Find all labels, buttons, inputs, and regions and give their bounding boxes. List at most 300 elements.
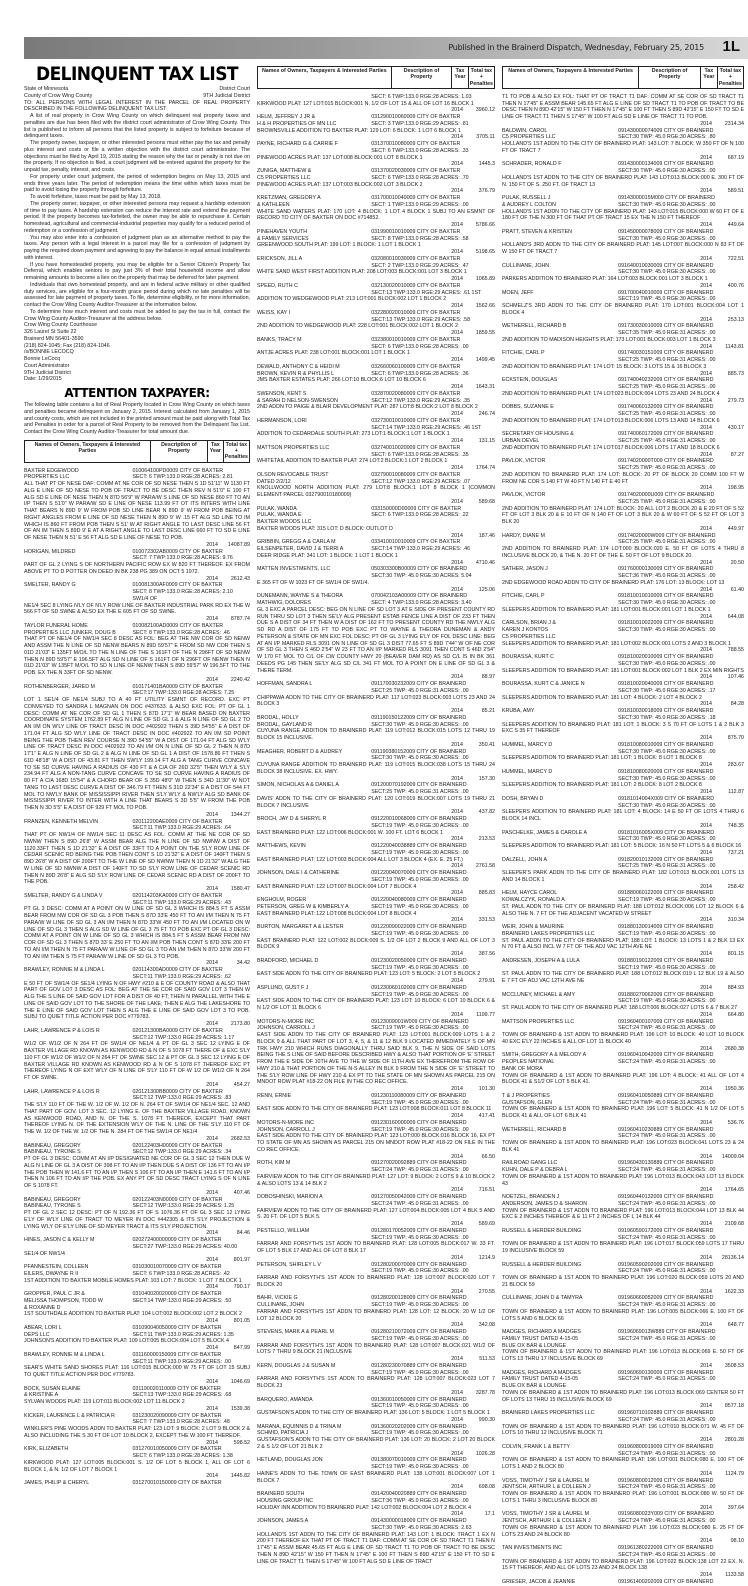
- tax-year: 2014: [700, 154, 712, 161]
- parcel-id: 091190150122009 CITY OF BRAINERD: [371, 714, 467, 721]
- parcel-id: 091960410050889 CITY OF BRAINERD: [618, 1092, 714, 1099]
- owner-name: MATTHEWS, KEVIN: [257, 843, 306, 850]
- tax-year: 2014: [451, 1450, 463, 1457]
- list-item: [502, 128, 744, 162]
- owner-name: PAVLOK, VICTOR: [502, 492, 546, 499]
- owner-name: ROTHENBERGER, JARED M: [24, 683, 95, 690]
- section-info: SECT:12 TWP:133.0 RGE:29 ACRES: .83: [132, 1095, 232, 1102]
- parcel-id: 09181016005X009 CITY OF BRAINERD: [618, 829, 715, 836]
- owner-name: PAVLOK, VICTOR: [502, 458, 546, 465]
- year-header: Tax Year: [700, 67, 717, 89]
- list-item: [502, 992, 744, 1019]
- list-item: [257, 418, 495, 445]
- county-label: County of Crow Wing County: [24, 92, 93, 99]
- section-info: SECT:30 TWP: 45.0 RGE:30 ACRES: .18: [618, 714, 716, 721]
- list-item: [257, 94, 495, 114]
- total-amount: 279.73: [727, 397, 744, 404]
- list-item: [257, 141, 495, 168]
- tax-year: 2014: [700, 1538, 712, 1545]
- total-amount: 885.73: [727, 370, 744, 377]
- property-description: THAT PT OF NE1/4 OF NW1/4 SEC 8 DESC AS FOL: BEG AT THE NW COR OF SD NENW AND ASSM THE N LINE OF SD NENW BEARS N 89D 59'57" E FROM SD NW COR THEN S 01D 21'03" E 135FT M/O/L TO THE N LINE OF THE S 161FT OF THE N 296FT OF SD NENW THEN N 89D 59'57" E 196.5FT ALG SD N LINE OF S 161FT OF N 296FT OF NENW THEN N 01D 21'03" W 135FT M/O/L TO SD N LINE OF NENW THEN S 89D 59'57" W 196.5FT TO THE POB. EX THE N 33FT OF SD NENW.: [24, 636, 250, 677]
- tax-year: 2014: [700, 951, 712, 958]
- owner-name: EILERS, DWAYNE R II: [24, 1270, 79, 1277]
- parcel-id: 091960430130889 CITY OF BRAINERD: [618, 1160, 714, 1167]
- total-amount: 5198.65: [475, 249, 495, 256]
- parcel-id: 050303300B00009 CITY OF BRAINERD: [371, 566, 468, 573]
- owner-name: PETERSON, GREG W & KIMBERLY A: [257, 903, 349, 910]
- list-item: [502, 290, 744, 324]
- property-description: FARRAR AND FORSYTH'S 1ST ADDN TO BRAINERD PLAT: 128 LOT: 12 BLOCK: 20 W 1/2 OF LOT 12 BLOCK 20: [257, 1308, 495, 1322]
- property-description: EAST SIDE ADDN TO THE CITY OF BRAINERD PLAT: 123 LOT:001 BLOCK:009 LOTS 1 & 2 BLOCK 9 & ALL THAT PART OF LOT 3, 4, 5, & 11 & 12 BLK 9 LOCATED IMMEDIATELY S OF MN TRK HWY 210 WHICH RUNS DIAGONALLY THRU SAID BLK 9, THE N SIDE OF SAID LOTS BEING THE S LINE OF SAID BEFORE DESCRIBED HWY & ALSO THAT PORTION OF 'E' STREET FROM THE E SIDE OF 10TH AVE TO THE W SIDE OF 11TH AVE EX THEREFROM THE ROW OF HWY 210 & THAT PORTION OF THE N-S ALLEY IN BLK 9 FROM THE N SIDE OF 'E' STREET TO THE S'LY ROW LINE OF HWY 210 & EX PT TO THE STATE OF MN SHOWN AS PARCEL 215 ON MNDOT ROW PLAT #18-22 ON FILE IN THE CO REC OFFICE.: [257, 1032, 495, 1086]
- owner-name: JOHNSON, CARROLL J: [257, 1025, 315, 1032]
- total-amount: 454.27: [233, 1081, 250, 1088]
- parcel-id: 091880270062009 CITY OF BRAINERD: [618, 991, 714, 998]
- names-header: Names of Owners, Taxpayers & Interested Parties: [34, 441, 141, 455]
- owner-name: SWENSON, KENT S: [257, 390, 307, 397]
- property-description: HOLLAND'S 3RD ADDN TO THE CITY OF BRAINERD PLAT: 145 LOT:007 BLOCK:000 N 83 FT OF W 150 FT OF TRACT 7: [502, 242, 744, 256]
- list-item: [24, 1143, 250, 1197]
- property-description: ST. PAUL ADDN TO THE CITY OF BRAINERD PLAT: 188 LOT: 1 BLOCK: 13 LOTS 1 & 2 BLK 13 EX N 70 FT & ALSO INCL W 7 FT OF THE ADJ VAC 12TH AVE NE: [502, 937, 744, 951]
- list-item: [502, 1295, 744, 1329]
- list-item: [257, 1228, 495, 1262]
- owner-name: H & H PROPERTIES OF MN LLC: [257, 120, 337, 127]
- section-info: SECT: 7 TWP:133.0 RGE:28 ACRES: .48: [132, 1419, 230, 1426]
- list-item: [502, 924, 744, 958]
- owner-name: PULAK, WANDA E: [257, 512, 302, 519]
- description-header: Description of Property: [639, 67, 701, 89]
- section-info: SECT:19 TWP: 45.0 RGE:30 ACRES: .00: [371, 1335, 469, 1342]
- tax-year: 2014: [451, 1086, 463, 1093]
- parcel-id: 091450000078009 CITY OF BRAINERD: [618, 228, 714, 235]
- owner-name: BANK OF MORA: [502, 1065, 543, 1072]
- notice-paragraph: Individuals that own homestead property, and are in federal active military or other qualified duty services, are eligible for a four-month grace period during which no late penalties will be assessed for late payment of property taxes. To file, determine eligibility, or for more information, contact the Crow Wing County Auditor-Treasurer at the information below.: [24, 281, 250, 308]
- list-item: [257, 1518, 495, 1565]
- owner-name: HUMMEL, MARCY D: [502, 741, 553, 748]
- parcel-id: 091270020092889 CITY OF BRAINERD: [371, 1160, 467, 1167]
- page-number: 1L: [722, 38, 740, 55]
- section-info: SECT:12 TWP:133.0 RGE:29 ACRES: 1.17: [132, 1034, 235, 1041]
- owner-name: BRADFORD, MICHAEL D: [257, 957, 319, 964]
- total-amount: 716.51: [478, 1187, 495, 1194]
- section-info: SECT:24 TWP: 45.0 RGE:31 ACRES: .00: [618, 1302, 716, 1309]
- owner-name: EILSENPETER, DAVID J & TERRI A: [257, 546, 344, 553]
- property-description: EAST SIDE ADDN TO THE CITY OF BRAINERD PLAT: 123 LOT:008 BLOCK:011 LOT 8 BLOCK 11: [257, 1106, 492, 1113]
- list-item: [502, 1370, 744, 1411]
- total-amount: 4710.46: [475, 559, 495, 566]
- total-amount: 270.55: [478, 1288, 495, 1295]
- tax-year: 2014: [451, 1221, 463, 1228]
- tax-year: 2014: [700, 1187, 712, 1194]
- total-amount: 125.06: [478, 586, 495, 593]
- owner-name: WEIR, JOHN & MAURINE: [502, 924, 565, 931]
- parcel-id: 091230020050009 CITY OF BRAINERD: [371, 957, 467, 964]
- names-header: Names of Owners, Taxpayers & Interested Parties: [508, 68, 633, 74]
- total-amount: 1445.82: [230, 1473, 250, 1480]
- tax-year: 2014: [700, 984, 712, 991]
- list-item: [257, 566, 495, 593]
- total-amount: 14009.04: [721, 1153, 744, 1160]
- total-amount: 722.51: [727, 255, 744, 262]
- property-description: ANTJE ACRES PLAT: 238 LOT:001 BLOCK:001 LOT 1 BLOCK 1: [257, 350, 410, 357]
- list-item: [502, 857, 744, 891]
- property-description: SEAR'S WHITE SAND SHORES PLAT: 116 LOT:015 BLOCK:000 W 75 FT OF LOT 15 SUBJ TO QUIET TITLE ACTION PER DOC #779783.: [24, 1365, 250, 1379]
- section-info: SECT: 6 TWP:133.0 RGE:28 ACRES: 1.03: [371, 93, 472, 100]
- total-amount: 1580.47: [230, 886, 250, 893]
- list-item: [24, 1264, 250, 1291]
- list-item: [502, 1052, 744, 1093]
- section-info: SECT:24 TWP: 45.0 RGE:31 ACRES: .00: [618, 1200, 716, 1207]
- list-item: [257, 749, 495, 783]
- list-item: [502, 1127, 744, 1161]
- total-amount: 283.67: [727, 762, 744, 769]
- total-amount: 376.79: [478, 188, 495, 195]
- total-amount: 2173.80: [230, 1021, 250, 1028]
- parcel-id: 032380010010009 CITY OF BAXTER: [371, 336, 461, 343]
- owner-name: DATED 2/2/12: [257, 478, 291, 485]
- section-info: SECT:24 TWP: 45.0 RGE:31 ACRES: .00: [618, 1450, 716, 1457]
- owner-name: OLSON REVOCABLE TRUST: [257, 471, 329, 478]
- parcel-id: 091810080020009 CITY OF BRAINERD: [618, 768, 714, 775]
- contact-line: Brainerd MN 56401-3590: [24, 335, 84, 342]
- list-item: [257, 1160, 495, 1194]
- owner-name: C5 PROPERTIES LLC: [502, 134, 556, 141]
- tax-year: 2014: [206, 886, 218, 893]
- total-amount: 331.53: [478, 917, 495, 924]
- tax-year: 2014: [451, 411, 463, 418]
- total-amount: 788.55: [727, 647, 744, 654]
- parcel-id: 091960590172009 CITY OF BRAINERD: [618, 1227, 714, 1234]
- owner-name: KIRK, ELIZABETH: [24, 1446, 69, 1453]
- property-description: TOWN OF BRAINERD & 1ST ADDN TO BRAINERD PLAT: 196 LOT:013 BLOCK:069 CENTER 50 FT OF LOTS 13 THRU 15 INCLUSIVE BLOCK 69: [502, 1389, 744, 1403]
- total-amount: 1950.36: [724, 1086, 744, 1093]
- section-info: SECT:25 TWP: 45.0 RGE:31 ACRES: .00: [618, 498, 716, 505]
- list-item: [257, 715, 495, 749]
- parcel-id: 091880130014009 CITY OF BRAINERD: [618, 924, 714, 931]
- section-info: SECT:30 TWP: 45.0 RGE:30 ACRES: .00: [618, 748, 716, 755]
- list-item: [257, 337, 495, 364]
- parcel-id: 091280200070009 CITY OF BRAINERD: [371, 1261, 467, 1268]
- publication-header-bar: [24, 37, 748, 59]
- column-3: [502, 62, 744, 1586]
- section-info: SECT: 6 TWP:133.0 RGE:28 ACRES: .35: [371, 451, 469, 458]
- parcel-id: 020114203KA0009 CITY OF BAXTER: [132, 892, 223, 899]
- section-info: SECT:14 TWP:133.0 RGE:29 ACRES: .46 1ST: [371, 424, 482, 431]
- parcel-id: 091810020010009 CITY OF BRAINERD: [618, 654, 714, 661]
- parcel-id: 091880060122009 CITY OF BRAINERD: [618, 890, 714, 897]
- property-description: TOWN OF BRAINERD & 1ST ADDN TO BRAINERD PLAT: 196 LOT:013 BLOCK:043 LOT 13 BLOCK 43: [502, 1173, 744, 1187]
- property-description: TOWN OF BRAINERD & 1ST ADDN TO BRAINERD PLAT: 196 LOT:022 BLOCK:138 LOT 22 EX. N. 15 FT THEREOF, AND ALL OF LOTS 23 AND 24 BLOCK 138: [502, 1558, 744, 1572]
- list-item: [257, 924, 495, 958]
- tax-year: 2014: [206, 1230, 218, 1237]
- parcel-id: 031370020030009 CITY OF BAXTER: [371, 168, 461, 175]
- list-item: [502, 1410, 744, 1444]
- owner-name: PINEHAVEN YOUTH: [257, 228, 308, 235]
- total-amount: 875.70: [727, 735, 744, 742]
- parcel-id: 091360010050009 CITY OF BRAINERD: [371, 1396, 467, 1403]
- property-description: FARRAR AND FORSYTH'S 1ST ADDN TO BRAINERD PLAT: 128 LOT:007 BLOCK:020 LOT 7 BLOCK 20: [257, 1275, 495, 1288]
- list-item: [257, 1329, 495, 1363]
- parcel-id: 091960590202009 CITY OF BRAINERD: [618, 1261, 714, 1268]
- section-info: SECT:13 TWP:133.0 RGE:29 ACRES: .61 1ST: [371, 289, 482, 296]
- list-item: [257, 472, 495, 506]
- section-info: SECT:30 TWP: 45.0 RGE:30 ACRES: .00: [618, 269, 716, 276]
- list-item: [257, 1120, 495, 1161]
- tax-year: 2014: [451, 330, 463, 337]
- property-description: PT GL 3 DESC: COMM AT A POINT ON W LINE OF SD GL 3 WHICH IS 884.5 FT S ASSM BEAR FROM NW COR OF SD GL 3 POB THEN S 87D 33'E 450 FT TO AN I/M THEN N 75 FT PARA/W W LINE OF SD GL 3 AN I/M THEN N 87D 33'W 450 FT TO AN I/M LOCATED ON W LINE OF SD GL 3 THEN S ALG SD W LINE OF GL 3 75 FT TO POB EXC PT OF GL 3 DESC: COMM AT A POINT ON W LINE OF SD GL 3 WHICH IS 884.5 FT S ASSM BEAR FROM NW COR OF SD GL 3 THEN S 87D 33' E 250 FT TO AN I/M POB THEN CONT S 87D 33'E 200 FT TO AN I/M THEN N 75 FT PARA/W W LINE OF SD GL 3 TO AN I/M THEN N 87D 33'W 200 FT TO AN I/M THEN S 75 FT PARA/W W LINE OF SD GL 3 TO POB.: [24, 906, 250, 960]
- property-description: NE1/4 SEC 8 LYING N'LY OF N'LY ROW LINE OF BAXTER INDUSTRIAL PARK RD EX THE W 566 FT OF SD SWNE & ALSO EX THE E 605 FT OF SD SWNE.: [24, 602, 250, 616]
- total-amount: 98.10: [730, 1538, 744, 1545]
- parcel-id: 091230060102009 CITY OF BRAINERD: [371, 984, 467, 991]
- section-info: SECT:19 TWP: 45.0 RGE:30 ACRES: .00: [618, 964, 716, 971]
- owner-name: PASCHELKE, JAMES & CAROLE A: [502, 829, 587, 836]
- parcel-id: 031190020110009 CITY OF BAXTER: [132, 1385, 221, 1392]
- owner-name: HOUSING GROUP INC: [257, 1497, 314, 1504]
- section-info: SECT:19 TWP: 45.0 RGE:30 ACRES: .00: [371, 822, 469, 829]
- total-amount: 801.05: [233, 1318, 250, 1325]
- section-info: SECT:19 TWP: 45.0 RGE:30 ACRES: .00: [371, 1234, 469, 1241]
- property-description: HOLLAND'S 1ST ADDN TO THE CITY OF BRAINERD PLAT: 143 LOT:013 BLOCK:000 E. 300 FT OF N. 150 FT OF S. 250 FT. OF TRACT 13: [502, 174, 744, 188]
- parcel-id: 091810080010009 CITY OF BRAINERD: [618, 741, 714, 748]
- property-description: 2ND ADDITION TO BRAINERD PLAT: 174 LOT:017 BLOCK:006 LOTS 17 AND 18 BLOCK 6: [502, 444, 720, 451]
- owner-name: & AUDREY L COLTON: [502, 201, 556, 208]
- property-description: EAST BRAINERD PLAT: 122 LOT:003 BLOCK:004 ALL LOT 3 BLOCK 4 (EX. E. 25 FT.): [257, 856, 463, 863]
- parcel-id: 09174020000T009 CITY OF BRAINERD: [618, 458, 714, 465]
- owner-name: BABINEAU, GREGORY: [24, 1142, 81, 1149]
- parcel-id: 032730010010009 CITY OF BAXTER: [371, 417, 461, 424]
- section-info: SECT:12 TWP:133.0 RGE:29 ACRES: .07: [371, 478, 471, 485]
- owner-name: ROTH, KIM M: [257, 1160, 291, 1167]
- section-info: SECT:19 TWP: 45.0 RGE:30 ACRES: .00: [371, 1464, 469, 1471]
- total-amount: 664.80: [727, 1011, 744, 1018]
- list-item: [502, 958, 744, 992]
- year-header: Tax Year: [452, 67, 468, 89]
- parcel-id: 091360020202009 CITY OF BRAINERD: [371, 1423, 467, 1430]
- list-item: [24, 1291, 250, 1325]
- total-amount: 14087.89: [227, 541, 250, 548]
- owner-name: & ROXANNE D: [24, 1304, 61, 1311]
- section-info: SECT:19 TWP: 45.0 RGE:30 ACRES: .00: [618, 897, 716, 904]
- tax-year: 2014: [206, 1345, 218, 1352]
- total-amount: 87.27: [730, 451, 744, 458]
- parcel-id: 091280200128009 CITY OF BRAINERD: [371, 1295, 467, 1302]
- list-item: [24, 468, 250, 549]
- contact-line: Court Administrator: [24, 362, 70, 369]
- parcel-id: 091200070192009 CITY OF BRAINERD: [371, 782, 467, 789]
- list-item: [502, 890, 744, 924]
- parcel-id: 091430000018009 CITY OF BRAINERD: [371, 1518, 467, 1525]
- tax-year: 2014: [451, 1187, 463, 1194]
- total-amount: 5786.66: [475, 222, 495, 229]
- parcel-id: 091220040070009 CITY OF BRAINERD: [371, 870, 467, 877]
- list-item: [502, 830, 744, 857]
- owner-name: HOFFMAN, SANDRA L: [257, 681, 313, 688]
- total-amount: 1764.74: [475, 465, 495, 472]
- list-item: [257, 958, 495, 985]
- section-info: SECT:25 TWP: 45.0 RGE:31 ACRES: .00: [618, 384, 716, 391]
- property-description: KIRKWOOD PLAT: 127 LOT:005 BLOCK:001 S. 1/2 OF LOT 5 BLOCK 1, ALL OF LOT 6 BLOCK 1, & N. 1/2 OF LOT 7 BLOCK 1: [24, 1459, 250, 1473]
- owner-name: CULLINANE, JOHN: [502, 262, 550, 269]
- total-amount: 85.21: [481, 708, 495, 715]
- property-description: TOWN OF BRAINERD & 1ST ADDN TO BRAINERD PLAT: 196 LOT:020 BLOCK:059 LOTS 20 AND 21 BLOCK 59: [502, 1275, 744, 1288]
- list-item: [257, 506, 495, 540]
- list-item: [257, 1295, 495, 1329]
- property-description: TOWN OF BRAINERD & 1ST ADDN TO BRAINERD PLAT: 196 LOT:013 BLOCK:044 LOT 13 BLK 44 EXC E 2 INCHES THEREOF & E 11 FT 2 INCHES OF L 14 BLK 44: [502, 1207, 744, 1221]
- tax-year: 2014: [206, 616, 218, 623]
- section-info: SECT:24 TWP: 45.0 RGE:31 ACRES: .00: [371, 1200, 469, 1207]
- total-amount: 66.50: [481, 1153, 495, 1160]
- list-item: [24, 684, 250, 819]
- list-item: [502, 620, 744, 654]
- total-amount: 8787.74: [230, 616, 250, 623]
- total-amount: 2314.34: [724, 120, 744, 127]
- owner-name: CULLINANE, JOHN D & TAMYRA: [502, 1295, 583, 1302]
- parcel-id: 091170030232009 CITY OF BRAINERD: [371, 681, 467, 688]
- tax-year: 2014: [700, 1437, 712, 1444]
- notice-paragraph: The property owner, taxpayer, or other interested persons must either pay the tax and penalty plus interest and costs or file a written objection with the district court administrator. The objections must be filed by April 19, 2015 stating the reason why the tax or penalty is not due on the property. If no objection is filed, a court judgment will be entered against the property for the unpaid tax, penalty, interest, and costs.: [24, 140, 250, 173]
- total-amount: 511.53: [479, 1356, 495, 1363]
- tax-year: 2014: [700, 282, 712, 289]
- owner-name: LAHR, LAWRENCE P & LOIS R: [24, 1027, 100, 1034]
- contact-line: Date: 1/29/2015: [24, 376, 62, 383]
- section-info: SECT:11 TWP:133.0 RGE:29 ACRES: .43: [132, 899, 231, 906]
- parcel-id: 091960800019009 CITY OF BRAINERD: [618, 1443, 714, 1450]
- section-info: SECT:11 TWP:133.0 RGE:29 ACRES: 1.35: [132, 1331, 234, 1338]
- owner-name: KAREN J KONTOS: [502, 627, 549, 634]
- section-info: SECT:30 TWP: 45.0 RGE:30 ACRES: .00: [618, 775, 716, 782]
- total-amount: 885.83: [478, 890, 495, 897]
- owner-name: GRIBBIN, GREGG A & CARLA M: [257, 539, 336, 546]
- section-info: SECT:24 TWP: 45.0 RGE:31 ACRES: .00: [618, 1551, 716, 1558]
- tax-year: 2014: [700, 1254, 712, 1261]
- total-amount: 990.30: [478, 1416, 495, 1423]
- total-amount: 2240.42: [230, 676, 250, 683]
- attention-text: The following table contains a list of Real Property located in Crow Wing County on which taxes and penalties became delinquent on January 2, 2015. Interest calculated from January 1, 2015 and county costs, which are not included in the printed amount must be paid along with Total Tax and Penalties in order for a parcel of Real Property to be removed from the Delinquent Tax List. Contact the Crow Wing County Auditor-Treasurer for total amount due.: [24, 402, 250, 435]
- list-item: [257, 539, 495, 566]
- property-description: HOLLAND'S 1ST ADDN TO THE CITY OF BRAINERD PLAT: 143 LOT: 1 BLOCK: TRACT 1 EX N 200 FT THEREOF EX THAT PT OF TRACT T1 DAF: COMM AT SE COR OF SD TRACT T1 THEN N 17'45" E ASSM BEAR 45.65 FT ALG E LINE OF SD TRACT T1 TO POB OF TRACT TO BE DESC THEN N 89D 42'15" W 150 FT THEN N 17'45" E 100 FT THEN S 89D 42'15" E 150 FT TO SD E LINE OF TRACT T1 THEN S 17'45" W 100 FT ALG SD E LINE OF TRACT: [257, 1531, 495, 1565]
- tax-year: 2014: [451, 1113, 463, 1120]
- total-amount: 310.34: [727, 917, 744, 924]
- parcel-id: 032660060100009 CITY OF BAXTER: [371, 363, 461, 370]
- property-description: EAST BRAINERD PLAT: 122 LOT:002 BLOCK:009 S. 1/2 OF LOT 2 BLOCK 9 AND ALL OF LOT 3 BLOCK 9: [257, 937, 495, 951]
- section-info: SECT:24 TWP: 45.0 RGE:31 ACRES: .00: [618, 1268, 716, 1275]
- notice-paragraph: TO: ALL PERSONS WITH LEGAL INTEREST IN THE PARCEL OF REAL PROPERTY DESCRIBED IN THE FOLLOWING DELINQUENT TAX LIST: [24, 99, 250, 113]
- property-description: 2ND ADDITION TO BRAINERD PLAT: 174 LOT: 15 BLOCK: 3 LOTS 15 & 16 BLOCK 3: [502, 363, 707, 370]
- parcel-id: 020121300BB0009 CITY OF BAXTER: [132, 1088, 223, 1095]
- owner-name: SATHER, JASON J: [502, 566, 548, 573]
- total-amount: 213.53: [478, 836, 495, 843]
- owner-name: HORIGAN, MILDRED: [24, 548, 76, 555]
- parcel-id: 091430000074009 CITY OF BRAINERD: [618, 127, 714, 134]
- tax-year: 2014: [700, 1504, 712, 1511]
- section-info: SECT:19 TWP: 45.0 RGE:30 ACRES: .00: [371, 1430, 469, 1437]
- property-description: EAST SIDE ADDN TO THE CITY OF BRAINERD PLAT: 123 LOT: 5 BLOCK: 2 LOT 5 BLOCK 2: [257, 971, 481, 978]
- list-item: [502, 796, 744, 830]
- parcel-id: 091280210072009 CITY OF BRAINERD: [371, 1329, 467, 1336]
- total-amount: 589.68: [478, 498, 495, 505]
- total-amount: 1124.79: [725, 1470, 744, 1477]
- property-description: ST. PAUL ADDN TO THE CITY OF BRAINERD PLAT: 188 LOT:006 BLOCK:027 LOTS 6 & 7 BLK 27: [502, 1005, 738, 1012]
- owner-name: MATHWIG, DOLORES: [257, 600, 312, 607]
- section-info: SECT:17 TWP:133.0 RGE:28 ACRES: 7.25: [132, 690, 235, 697]
- list-item: [257, 782, 495, 816]
- property-description: CHIPPAWA ADDN TO THE CITY OF BRAINERD PLAT: 117 LOT:023 BLOCK:003 LOTS 23 AND 24 BLOCK 3: [257, 694, 495, 708]
- list-item: [502, 566, 744, 593]
- tax-year: 2014: [451, 276, 463, 283]
- tax-year: 2014: [206, 1378, 218, 1385]
- tax-year: 2014: [700, 525, 712, 532]
- owner-name: SCHRADER, RONALD F: [502, 161, 562, 168]
- property-description: TOWN OF BRAINERD & 1ST ADDN TO BRAINERD PLAT: 196 LOT: 4 BLOCK: 41 ALL OF LOT 4 BLOCK 41 & S1/2 OF LOT 5 BLK 41.: [502, 1072, 744, 1086]
- owner-name: BROCH, JAY D & SHERYL R: [257, 816, 327, 823]
- section-info: SECT: 4 TWP:133.0 RGE:28 ACRES: 3.40: [371, 600, 472, 607]
- owner-name: ANDERSON, JAMES D & SHARON: [502, 1200, 588, 1207]
- property-description: SLEEPERS ADDITION TO BRAINERD PLAT: 181 LOT: 5 BLOCK: 16 N 50 FT LOTS 5 & 6 BLOCK 16: [502, 843, 742, 850]
- total-amount: 112.87: [728, 789, 744, 796]
- property-description: TOWN OF BRAINERD & 1ST ADDN TO BRAINERD PLAT: 196 LOT:010 BLOCK:071 W. 45 FT OF LOTS 10 THRU 12 INCLUSIVE BLOCK 71: [502, 1423, 744, 1437]
- tax-year: 2014: [451, 1153, 463, 1160]
- list-item: [24, 1480, 250, 1487]
- owner-name: PETERSON, SHIRLEY L V: [257, 1261, 321, 1268]
- list-item: [24, 1446, 250, 1480]
- list-item: [502, 492, 744, 533]
- parcel-id: 031370010080009 CITY OF BAXTER: [371, 141, 461, 148]
- total-amount: 253.13: [727, 316, 744, 323]
- tax-year: 2014: [700, 586, 712, 593]
- owner-name: BRAINERD SOUTH: [257, 1491, 305, 1498]
- total-amount: 1199.77: [476, 1011, 495, 1018]
- section-info: SECT:19 TWP: 45.0 RGE:30 ACRES: .00: [618, 998, 716, 1005]
- property-description: HAINE'S ADDN TO THE TOWN OF EAST BRAINERD PLAT: 138 LOT:001 BLOCK:007 LOT 1 BLOCK 7: [257, 1470, 495, 1484]
- tax-year: 2014: [700, 255, 712, 262]
- total-amount: 589.51: [727, 188, 744, 195]
- section-info: SECT: 6 TWP:133.0 RGE:28 ACRES: .00: [371, 343, 469, 350]
- parcel-id: 091280170052009 CITY OF BRAINERD: [371, 1227, 467, 1234]
- owner-name: SIMON, NICHOLAS A & DANIEL A: [257, 782, 339, 789]
- total-amount: 400.76: [727, 282, 744, 289]
- total-header: Total tax + Penalties: [224, 441, 248, 461]
- parcel-id: 091640010030009 CITY OF BRAINERD: [618, 262, 714, 269]
- total-amount: 2682.53: [230, 1135, 250, 1142]
- total-amount: 449.64: [727, 222, 744, 229]
- tax-year: 2014: [451, 674, 463, 681]
- total-amount: 2680.38: [724, 1045, 744, 1052]
- parcel-id: 091810010010009 CITY OF BRAINERD: [618, 593, 714, 600]
- parcel-id: 091810030018009 CITY OF BRAINERD: [618, 708, 714, 715]
- parcel-id: 091810020040009 CITY OF BRAINERD: [618, 681, 714, 688]
- list-item: [257, 1491, 495, 1518]
- tax-year: 2014: [700, 762, 712, 769]
- tax-year: 2014: [700, 222, 712, 229]
- table-header: [24, 440, 250, 463]
- total-amount: 397.64: [727, 1504, 744, 1511]
- owner-name: BROWN, KEVIN R & PHYLLIS L: [257, 370, 335, 377]
- owner-name: DALZELL, JOHN A: [502, 856, 548, 863]
- list-item: [257, 229, 495, 256]
- property-description: TOWN OF BRAINERD & 1ST ADDN TO BRAINERD PLAT: 196 LOT:001 BLOCK:080 W. 50 FT OF LOTS 1 THRU 3 INCLUSIVE BLOCK 80: [502, 1491, 744, 1504]
- list-item: [257, 283, 495, 310]
- owner-name: BABINEAU, GREGORY: [24, 1196, 81, 1203]
- total-amount: 101.30: [478, 1086, 495, 1093]
- owner-name: DEWALD, ANTHONY C & HEIDI M: [257, 363, 340, 370]
- owner-name: PESTELLO, WILLIAM: [257, 1227, 310, 1234]
- tax-year: 2014: [700, 451, 712, 458]
- owner-name: ENGHOLM, ROGER: [257, 897, 307, 904]
- owner-name: PAYNE, RICHARD G & CARRIE F: [257, 141, 339, 148]
- list-item: [502, 708, 744, 742]
- total-amount: 1622.33: [724, 1288, 744, 1295]
- tax-year: 2014: [451, 1322, 463, 1329]
- owner-name: MELISSA THOMPSON, TODD W: [24, 1297, 103, 1304]
